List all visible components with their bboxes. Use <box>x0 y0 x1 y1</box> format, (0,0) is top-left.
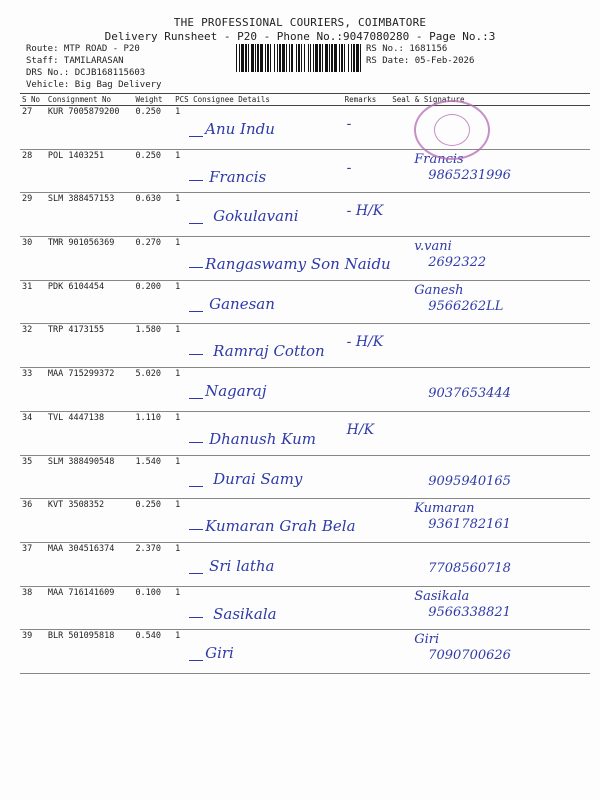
row-signature <box>390 237 590 281</box>
row-pcs: 1 <box>173 106 191 150</box>
consignee-handwriting: Gokulavani <box>213 207 299 226</box>
table-row <box>20 542 590 586</box>
row-sno: 30 <box>20 237 46 281</box>
pen-dash <box>189 223 203 224</box>
phone-handwriting: 7708560718 <box>428 560 511 576</box>
table-row <box>20 106 590 150</box>
row-consignee <box>191 106 343 150</box>
row-sno: 39 <box>20 630 46 674</box>
pen-dash <box>189 180 203 181</box>
pen-dash <box>189 573 203 574</box>
pen-dash <box>189 529 203 530</box>
row-consignment: MAA 715299372 <box>46 368 134 412</box>
pen-dash <box>189 136 203 137</box>
pen-dash <box>189 311 203 312</box>
table-row <box>20 280 590 324</box>
row-consignee <box>191 630 343 674</box>
consignee-handwriting: Nagaraj <box>205 382 267 401</box>
signature-handwriting: Ganesh <box>414 282 464 298</box>
row-signature <box>390 149 590 193</box>
row-sno: 38 <box>20 586 46 630</box>
consignee-handwriting: Giri <box>205 644 234 663</box>
row-consignment: BLR 501095818 <box>46 630 134 674</box>
consignee-handwriting: Ramraj Cotton <box>213 342 325 361</box>
row-consignee <box>191 455 343 499</box>
row-consignment: POL 1403251 <box>46 149 134 193</box>
rs-info <box>366 43 474 67</box>
row-consignee <box>191 280 343 324</box>
row-signature <box>390 630 590 674</box>
row-sno: 35 <box>20 455 46 499</box>
route-label: Route: MTP ROAD - P20 <box>26 44 140 54</box>
row-signature <box>390 193 590 237</box>
remark-handwriting: - H/K <box>346 203 384 220</box>
col-weight: Weight <box>133 94 173 106</box>
row-pcs: 1 <box>173 237 191 281</box>
table-row <box>20 237 590 281</box>
row-pcs: 1 <box>173 542 191 586</box>
consignee-handwriting: Rangaswamy Son Naidu <box>205 255 391 274</box>
pen-dash <box>189 442 203 443</box>
row-weight: 1.540 <box>133 455 173 499</box>
rs-date: RS Date: 05-Feb-2026 <box>366 56 475 66</box>
row-consignee <box>191 368 343 412</box>
pen-dash <box>189 398 203 399</box>
row-consignment: TMR 901056369 <box>46 237 134 281</box>
row-remarks <box>343 237 391 281</box>
row-sno: 36 <box>20 499 46 543</box>
row-consignment: MAA 716141609 <box>46 586 134 630</box>
row-consignment: SLM 388490548 <box>46 455 134 499</box>
row-signature <box>390 586 590 630</box>
staff-label: Staff: TAMILARASAN <box>26 56 124 66</box>
row-remarks <box>343 280 391 324</box>
row-signature <box>390 280 590 324</box>
phone-handwriting: 9566262LL <box>428 298 504 314</box>
row-pcs: 1 <box>173 149 191 193</box>
row-sno: 33 <box>20 368 46 412</box>
consignee-handwriting: Anu Indu <box>205 120 275 138</box>
col-sno: S No <box>20 94 46 106</box>
row-remarks <box>343 499 391 543</box>
row-weight: 0.250 <box>133 149 173 193</box>
row-remarks <box>343 149 391 193</box>
table-row <box>20 368 590 412</box>
pen-dash <box>189 486 203 487</box>
table-row <box>20 411 590 455</box>
phone-handwriting: 9865231996 <box>428 167 511 183</box>
table-row <box>20 455 590 499</box>
row-sno: 28 <box>20 149 46 193</box>
row-consignee <box>191 542 343 586</box>
consignee-handwriting: Durai Samy <box>213 469 303 488</box>
signature-handwriting: Sasikala <box>414 588 470 604</box>
row-weight: 0.200 <box>133 280 173 324</box>
row-weight: 5.020 <box>133 368 173 412</box>
row-signature <box>390 324 590 368</box>
phone-handwriting: 9361782161 <box>428 517 511 533</box>
row-weight: 2.370 <box>133 542 173 586</box>
row-weight: 0.540 <box>133 630 173 674</box>
row-sno: 27 <box>20 106 46 150</box>
row-consignee <box>191 324 343 368</box>
consignee-handwriting: Sri latha <box>209 556 275 575</box>
pen-dash <box>189 267 203 268</box>
row-weight: 0.250 <box>133 499 173 543</box>
row-sno: 32 <box>20 324 46 368</box>
row-weight: 0.100 <box>133 586 173 630</box>
company-stamp <box>414 100 490 160</box>
table-row <box>20 499 590 543</box>
runsheet-subtitle: Delivery Runsheet - P20 - Phone No.:9047080280 - Page No.:3 <box>104 30 496 43</box>
stamp-inner-ring <box>434 114 470 146</box>
row-pcs: 1 <box>173 280 191 324</box>
row-signature <box>390 499 590 543</box>
signature-handwriting: v.vani <box>414 239 452 255</box>
row-consignment: SLM 388457153 <box>46 193 134 237</box>
table-row <box>20 193 590 237</box>
col-remarks: Remarks <box>343 94 391 106</box>
row-sno: 29 <box>20 193 46 237</box>
row-remarks <box>343 324 391 368</box>
row-consignee <box>191 237 391 281</box>
row-consignee <box>191 499 356 543</box>
drs-label: DRS No.: DCJB168115603 <box>26 68 146 78</box>
row-remarks <box>343 455 391 499</box>
rs-number: RS No.: 1681156 <box>366 44 448 54</box>
row-signature <box>390 368 590 412</box>
consignee-handwriting: Francis <box>209 167 267 186</box>
row-pcs: 1 <box>173 499 191 543</box>
col-seal: Seal & Signature <box>390 94 590 106</box>
consignee-handwriting: Kumaran Grah Bela <box>205 517 356 536</box>
row-consignment: MAA 304516374 <box>46 542 134 586</box>
col-consignee: Consignee Details <box>191 94 343 106</box>
row-weight: 0.630 <box>133 193 173 237</box>
table-row <box>20 324 590 368</box>
pen-dash <box>189 660 203 661</box>
consignee-handwriting: Dhanush Kum <box>209 429 316 448</box>
row-consignment: PDK 6104454 <box>46 280 134 324</box>
row-remarks <box>343 542 391 586</box>
pen-dash <box>189 354 203 355</box>
row-remarks <box>343 630 391 674</box>
row-remarks <box>343 193 391 237</box>
row-consignee <box>191 149 343 193</box>
row-remarks <box>343 368 391 412</box>
table-row <box>20 630 590 674</box>
phone-handwriting: 2692322 <box>428 255 487 271</box>
table-row <box>20 586 590 630</box>
phone-handwriting: 9037653444 <box>428 386 511 402</box>
remark-handwriting: - <box>346 116 352 132</box>
row-pcs: 1 <box>173 193 191 237</box>
row-signature <box>390 455 590 499</box>
row-pcs: 1 <box>173 368 191 412</box>
remark-handwriting: H/K <box>346 421 375 438</box>
barcode-image <box>236 44 364 72</box>
row-sno: 34 <box>20 411 46 455</box>
row-sno: 31 <box>20 280 46 324</box>
row-weight: 1.110 <box>133 411 173 455</box>
row-pcs: 1 <box>173 411 191 455</box>
company-title: THE PROFESSIONAL COURIERS, COIMBATORE <box>173 16 427 29</box>
col-pcs: PCS <box>173 94 191 106</box>
row-sno: 37 <box>20 542 46 586</box>
consignee-handwriting: Ganesan <box>209 294 275 313</box>
phone-handwriting: 7090700626 <box>428 648 511 664</box>
row-consignment: KUR 7005879200 <box>46 106 134 150</box>
remark-handwriting: - <box>346 159 352 176</box>
row-remarks <box>343 106 391 150</box>
row-pcs: 1 <box>173 324 191 368</box>
table-header-row <box>20 94 590 106</box>
row-consignment: KVT 3508352 <box>46 499 134 543</box>
signature-handwriting: Kumaran <box>414 501 475 517</box>
row-pcs: 1 <box>173 455 191 499</box>
row-weight: 0.250 <box>133 106 173 150</box>
row-remarks <box>343 586 391 630</box>
delivery-table <box>20 93 590 674</box>
signature-handwriting: Francis <box>414 151 464 167</box>
pen-dash <box>189 617 203 618</box>
table-row <box>20 149 590 193</box>
row-consignee <box>191 193 343 237</box>
row-signature <box>390 542 590 586</box>
row-weight: 0.270 <box>133 237 173 281</box>
col-consignment: Consignment No <box>46 94 134 106</box>
row-pcs: 1 <box>173 630 191 674</box>
consignee-handwriting: Sasikala <box>213 604 277 623</box>
remark-handwriting: - H/K <box>346 334 384 351</box>
row-consignment: TRP 4173155 <box>46 324 134 368</box>
row-pcs: 1 <box>173 586 191 630</box>
row-consignee <box>191 586 343 630</box>
row-consignment: TVL 4447138 <box>46 411 134 455</box>
signature-handwriting: Giri <box>414 632 440 648</box>
row-consignee <box>191 411 343 455</box>
route-info <box>26 43 161 91</box>
row-signature <box>390 411 590 455</box>
row-remarks <box>343 411 391 455</box>
phone-handwriting: 9566338821 <box>428 604 511 620</box>
row-weight: 1.580 <box>133 324 173 368</box>
phone-handwriting: 9095940165 <box>428 473 511 489</box>
vehicle-label: Vehicle: Big Bag Delivery <box>26 80 162 90</box>
